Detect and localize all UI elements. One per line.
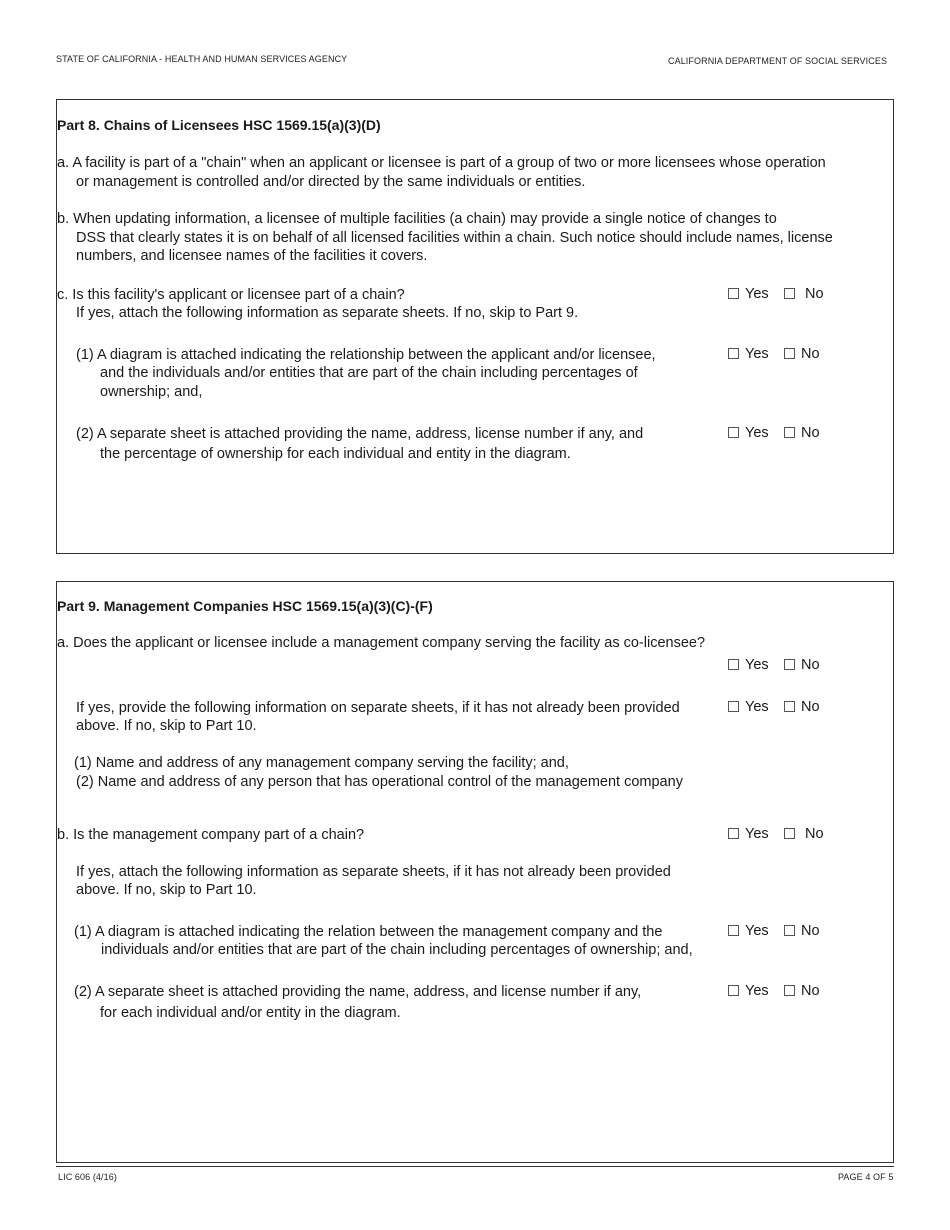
part9-a-ifyes-line2: above. If no, skip to Part 10. — [76, 718, 257, 734]
part9-a-list-item2: (2) Name and address of any person that has operational control of the management company — [76, 774, 683, 790]
part9-b2-line2: for each individual and/or entity in the diagram. — [100, 1005, 401, 1021]
part9-a-list-item1: (1) Name and address of any management company serving the facility; and, — [74, 755, 569, 771]
part9-b-ifyes-line1: If yes, attach the following information as separate sheets, if it has not already been provided — [76, 864, 671, 880]
part9-b2-yes-option[interactable]: Yes — [728, 983, 769, 999]
part8-c1-yes-checkbox[interactable] — [728, 348, 739, 359]
part9-a-yes-option[interactable]: Yes — [728, 657, 769, 673]
part9-a-ifyes-yes-checkbox[interactable] — [728, 701, 739, 712]
part8-a-line2: or management is controlled and/or directed by the same individuals or entities. — [76, 174, 586, 190]
part8-c1-yes-option[interactable]: Yes — [728, 346, 769, 362]
part8-c-instruction: If yes, attach the following information as separate sheets. If no, skip to Part 9. — [76, 305, 579, 321]
form-id: LIC 606 (4/16) — [58, 1172, 117, 1182]
part9-b1-line1: (1) A diagram is attached indicating the relation between the management company and the — [74, 924, 663, 940]
part9-b-question: b. Is the management company part of a chain? — [57, 827, 365, 843]
part8-title: Part 8. Chains of Licensees HSC 1569.15(a)(3)(D) — [57, 117, 381, 133]
part9-b2-no-option[interactable]: No — [784, 983, 820, 999]
part9-a-ifyes-no-option[interactable]: No — [784, 699, 820, 715]
part9-b2-line1: (2) A separate sheet is attached providing the name, address, and license number if any, — [74, 984, 642, 1000]
part8-c2-line2: the percentage of ownership for each individual and entity in the diagram. — [100, 446, 571, 462]
footer-rule — [56, 1166, 894, 1167]
part8-c2-no-checkbox[interactable] — [784, 427, 795, 438]
part9-b2-yes-checkbox[interactable] — [728, 985, 739, 996]
part9-b1-yes-option[interactable]: Yes — [728, 923, 769, 939]
part8-c2-yes-checkbox[interactable] — [728, 427, 739, 438]
part8-b-line3: numbers, and licensee names of the facilities it covers. — [76, 248, 428, 264]
part9-b-no-checkbox[interactable] — [784, 828, 795, 839]
part8-c1-line3: ownership; and, — [100, 384, 203, 400]
part8-c-no-option[interactable]: No — [784, 286, 824, 302]
part9-a-yes-checkbox[interactable] — [728, 659, 739, 670]
part8-c2-yes-option[interactable]: Yes — [728, 425, 769, 441]
part8-c1-line2: and the individuals and/or entities that are part of the chain including percentages of — [100, 365, 638, 381]
part9-b1-no-option[interactable]: No — [784, 923, 820, 939]
part8-b-line1: b. When updating information, a licensee of multiple facilities (a chain) may provide a single notice of changes to — [57, 211, 777, 227]
part9-a-ifyes-line1: If yes, provide the following information on separate sheets, if it has not already been provided — [76, 700, 680, 716]
page-number: PAGE 4 OF 5 — [838, 1172, 894, 1182]
part8-c1-no-option[interactable]: No — [784, 346, 820, 362]
part9-b2-no-checkbox[interactable] — [784, 985, 795, 996]
agency-header: STATE OF CALIFORNIA - HEALTH AND HUMAN SERVICES AGENCY — [56, 54, 348, 64]
part9-b-no-option[interactable]: No — [784, 826, 824, 842]
part8-c1-line1: (1) A diagram is attached indicating the relationship between the applicant and/or licensee, — [76, 347, 656, 363]
part9-b-yes-option[interactable]: Yes — [728, 826, 769, 842]
part9-a-no-checkbox[interactable] — [784, 659, 795, 670]
department-header: CALIFORNIA DEPARTMENT OF SOCIAL SERVICES — [668, 56, 888, 66]
part8-c-question: c. Is this facility's applicant or licensee part of a chain? — [57, 287, 405, 303]
part8-c-yes-option[interactable]: Yes — [728, 286, 769, 302]
part9-a-question: a. Does the applicant or licensee include a management company serving the facility as co-licensee? — [57, 635, 706, 651]
part9-a-ifyes-no-checkbox[interactable] — [784, 701, 795, 712]
part9-a-ifyes-yes-option[interactable]: Yes — [728, 699, 769, 715]
part9-b1-line2: individuals and/or entities that are part of the chain including percentages of ownership; and, — [101, 942, 693, 958]
part8-a-line1: a. A facility is part of a "chain" when an applicant or licensee is part of a group of two or more licensees whose operation — [57, 155, 826, 171]
part8-c2-no-option[interactable]: No — [784, 425, 820, 441]
part8-b-line2: DSS that clearly states it is on behalf of all licensed facilities within a chain. Such notice should include names, license — [76, 230, 833, 246]
part8-c2-line1: (2) A separate sheet is attached providing the name, address, license number if any, and — [76, 426, 644, 442]
part8-c-no-checkbox[interactable] — [784, 288, 795, 299]
part8-c1-no-checkbox[interactable] — [784, 348, 795, 359]
part9-b-ifyes-line2: above. If no, skip to Part 10. — [76, 882, 257, 898]
part9-a-no-option[interactable]: No — [784, 657, 820, 673]
part9-title: Part 9. Management Companies HSC 1569.15(a)(3)(C)-(F) — [57, 598, 433, 614]
part8-c-yes-checkbox[interactable] — [728, 288, 739, 299]
part9-b-yes-checkbox[interactable] — [728, 828, 739, 839]
part9-b1-no-checkbox[interactable] — [784, 925, 795, 936]
part9-b1-yes-checkbox[interactable] — [728, 925, 739, 936]
